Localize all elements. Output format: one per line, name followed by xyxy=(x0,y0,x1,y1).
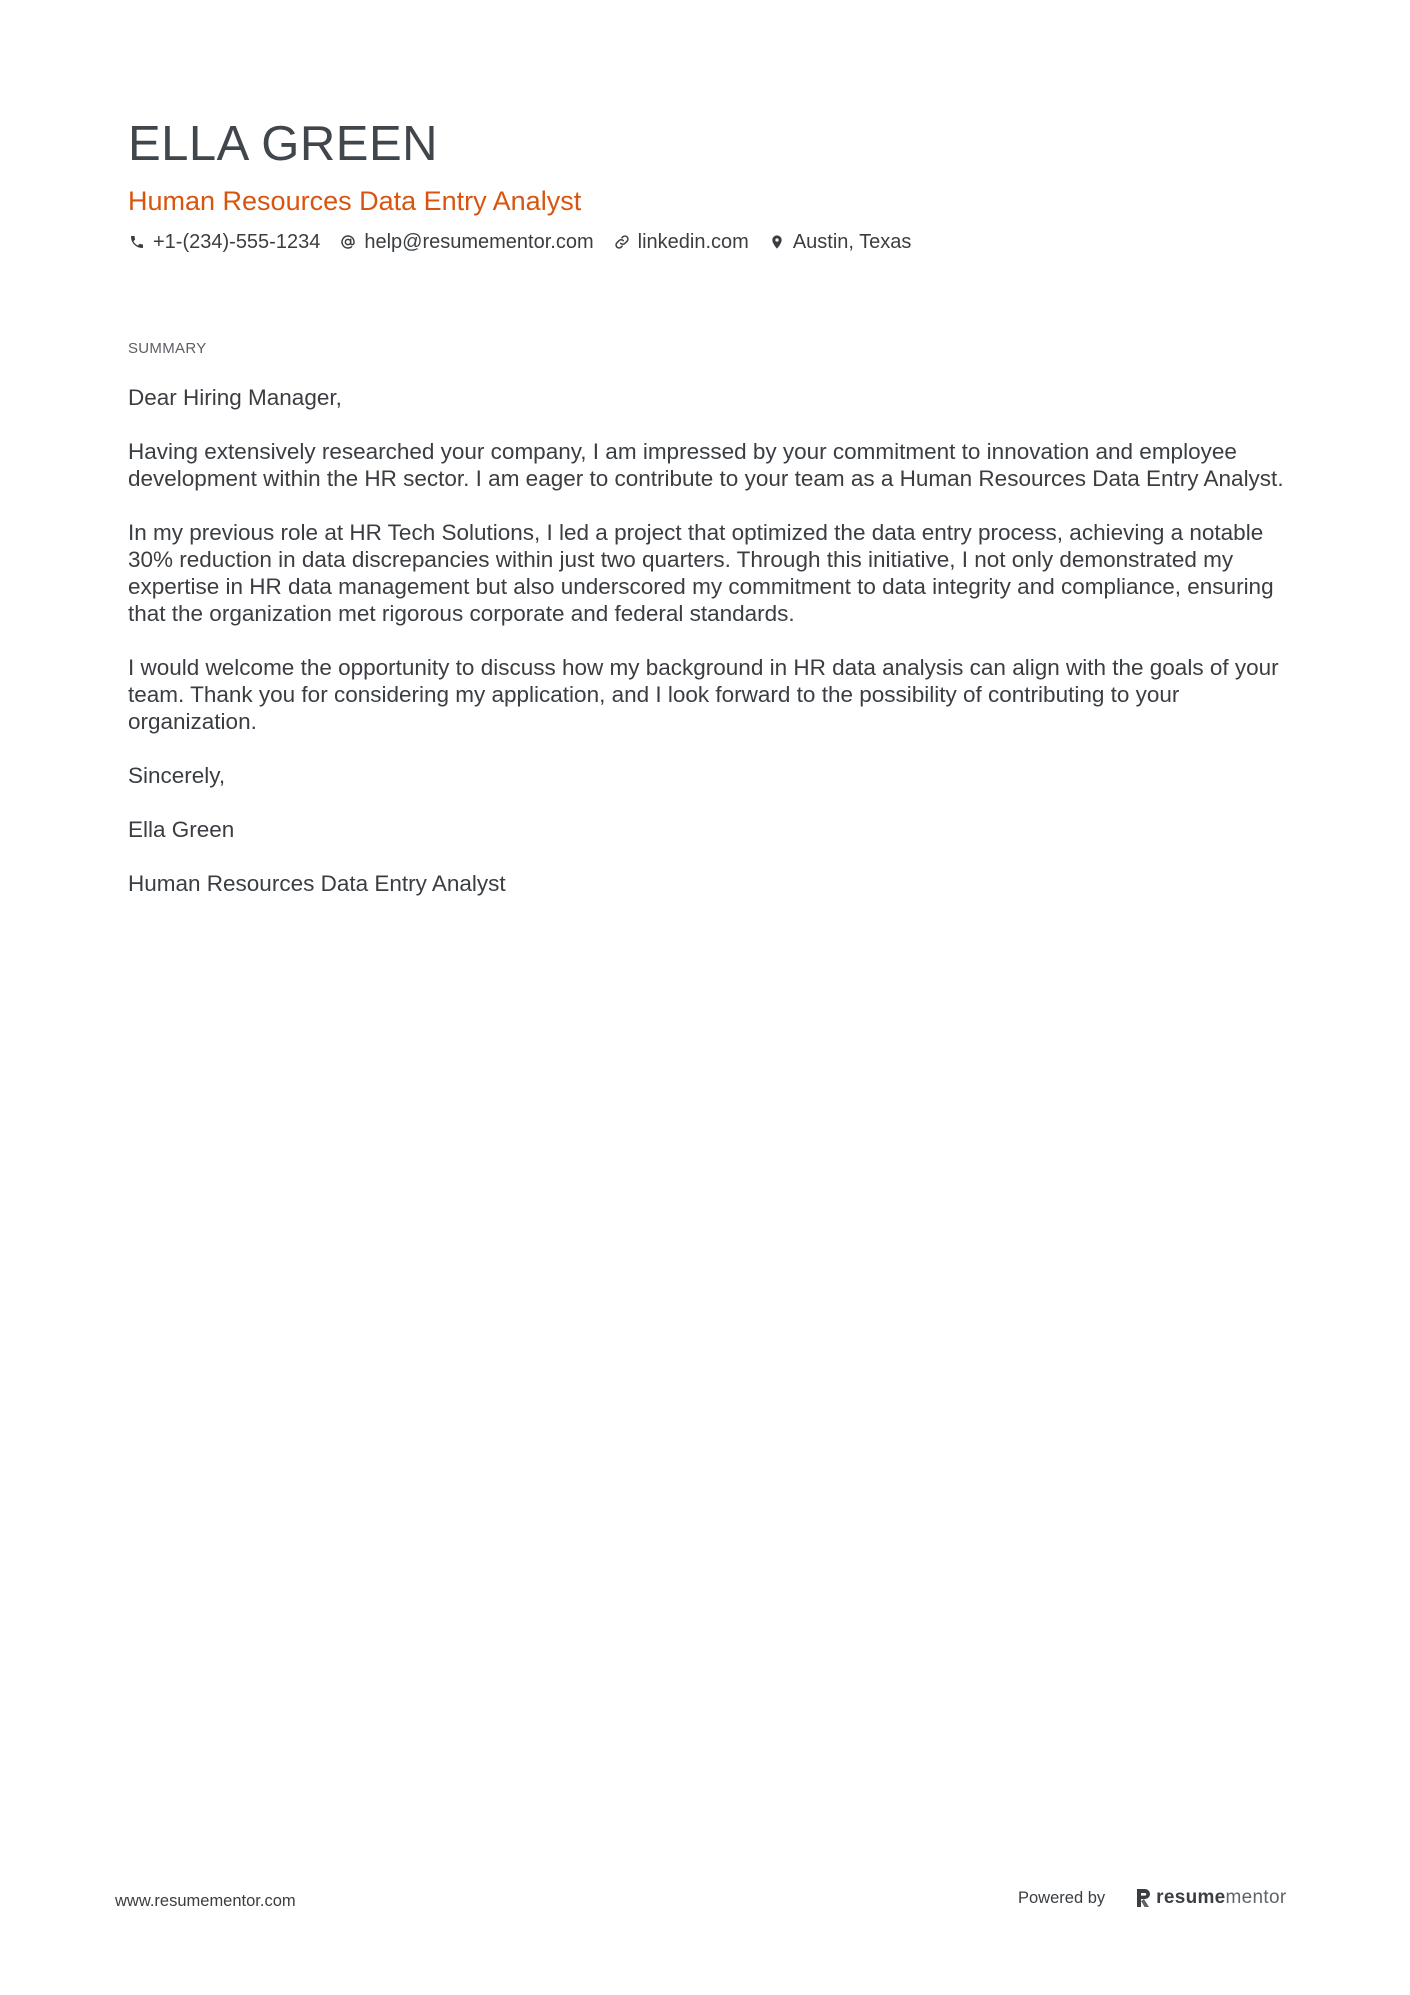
email-link[interactable]: help@resumementor.com xyxy=(364,231,594,253)
contact-location xyxy=(768,229,912,255)
phone-text: +1-(234)-555-1234 xyxy=(153,231,321,253)
powered-by-label: Powered by xyxy=(1018,1888,1106,1907)
signature-title: Human Resources Data Entry Analyst xyxy=(128,871,506,896)
letter-greeting: Dear Hiring Manager, xyxy=(128,385,342,410)
location-pin-icon xyxy=(768,233,786,251)
phone-icon xyxy=(128,233,146,251)
section-heading-summary: SUMMARY xyxy=(128,340,207,357)
contact-phone xyxy=(128,229,320,255)
contact-info xyxy=(128,229,1288,255)
contact-website[interactable] xyxy=(613,229,749,255)
letter-paragraph: In my previous role at HR Tech Solutions, I led a project that optimized the data entry process, achieving a notable 30% reduction in data discrepancies within just two quarters. Through this initiative, I not only demonstrated my expertise in HR data management but also underscored my commitment to data integrity and compliance, ensuring that the organization met rigorous corporate and federal standards. xyxy=(128,520,1274,626)
signature-name: Ella Green xyxy=(128,817,235,842)
header xyxy=(128,116,1288,255)
location-text: Austin, Texas xyxy=(792,231,912,253)
brand-name-part1: resume xyxy=(1156,1887,1226,1908)
letter-paragraph: I would welcome the opportunity to discuss how my background in HR data analysis can align with the goals of your team. Thank you for considering my application, and I look forward to the possibility of contributing to your organization. xyxy=(128,655,1279,734)
letter-closing: Sincerely, xyxy=(128,763,226,788)
contact-email[interactable] xyxy=(339,229,593,255)
resumementor-logo-icon xyxy=(1135,1888,1152,1908)
candidate-name: ELLA GREEN xyxy=(128,117,439,171)
brand-logo[interactable] xyxy=(1135,1887,1286,1909)
job-title: Human Resources Data Entry Analyst xyxy=(128,186,582,216)
link-icon xyxy=(613,233,631,251)
letter-body xyxy=(128,384,1288,924)
footer-powered-by xyxy=(1018,1887,1286,1909)
brand-name-part2: mentor xyxy=(1225,1887,1287,1908)
footer-website-link[interactable]: www.resumementor.com xyxy=(115,1892,296,1910)
website-link[interactable]: linkedin.com xyxy=(637,231,749,253)
at-icon xyxy=(339,233,357,251)
letter-paragraph: Having extensively researched your company, I am impressed by your commitment to innovation and employee development within the HR sector. I am eager to contribute to your team as a Human Resources Data Entry Analyst. xyxy=(128,439,1284,491)
